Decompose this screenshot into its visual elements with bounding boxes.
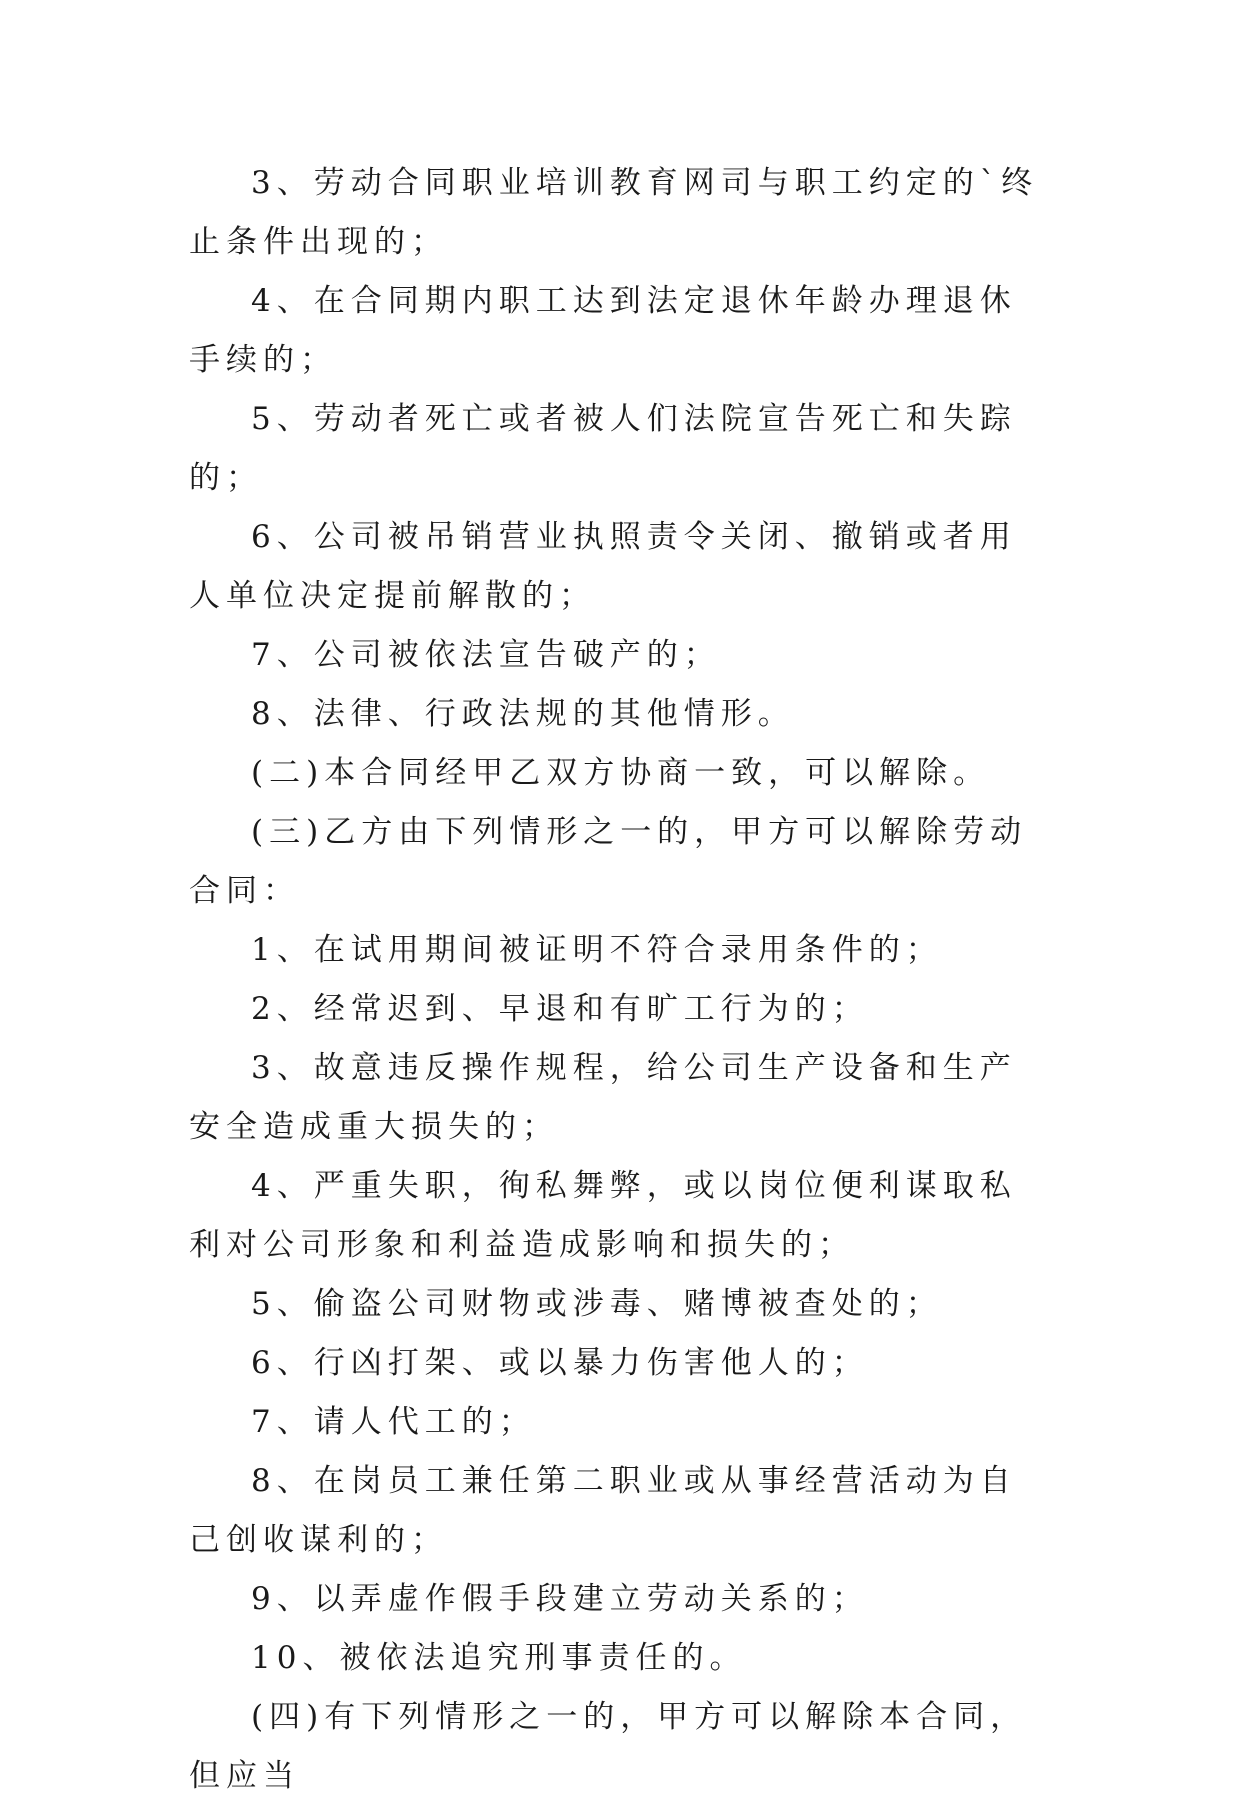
clause-dismissal-2: 2、经常迟到、早退和有旷工行为的； [251, 991, 869, 1027]
clause-dismissal-4: 4、严重失职，徇私舞弊，或以岗位便利谋取私利对公司形象和利益造成影响和损失的； [189, 1168, 1017, 1263]
clause-termination-7: 7、公司被依法宣告破产的； [251, 637, 721, 673]
document-body [189, 154, 1053, 1806]
clause-dismissal-7: 7、请人代工的； [251, 1404, 536, 1440]
clause-dismissal-9: 9、以弄虚作假手段建立劳动关系的； [251, 1581, 869, 1617]
clause-termination-4: 4、在合同期内职工达到法定退休年龄办理退休手续的； [189, 283, 1017, 378]
clause-dismissal-5: 5、偷盗公司财物或涉毒、赌博被查处的； [251, 1286, 943, 1322]
clause-termination-3: 3、劳动合同职业培训教育网司与职工约定的`终止条件出现的； [189, 165, 1039, 260]
section-2-heading: (二)本合同经甲乙双方协商一致，可以解除。 [251, 755, 991, 791]
clause-dismissal-8: 8、在岗员工兼任第二职业或从事经营活动为自己创收谋利的； [189, 1463, 1017, 1558]
section-3-heading: (三)乙方由下列情形之一的，甲方可以解除劳动合同： [189, 814, 1028, 909]
clause-termination-5: 5、劳动者死亡或者被人们法院宣告死亡和失踪的； [189, 401, 1017, 496]
section-4-heading: (四)有下列情形之一的，甲方可以解除本合同，但应当 [189, 1699, 1028, 1794]
clause-dismissal-1: 1、在试用期间被证明不符合录用条件的； [251, 932, 943, 968]
clause-dismissal-6: 6、行凶打架、或以暴力伤害他人的； [251, 1345, 869, 1381]
clause-dismissal-3: 3、故意违反操作规程，给公司生产设备和生产安全造成重大损失的； [189, 1050, 1017, 1145]
clause-dismissal-10: 10、被依法追究刑事责任的。 [251, 1640, 747, 1676]
clause-termination-8: 8、法律、行政法规的其他情形。 [251, 696, 795, 732]
clause-termination-6: 6、公司被吊销营业执照责令关闭、撤销或者用人单位决定提前解散的； [189, 519, 1017, 614]
